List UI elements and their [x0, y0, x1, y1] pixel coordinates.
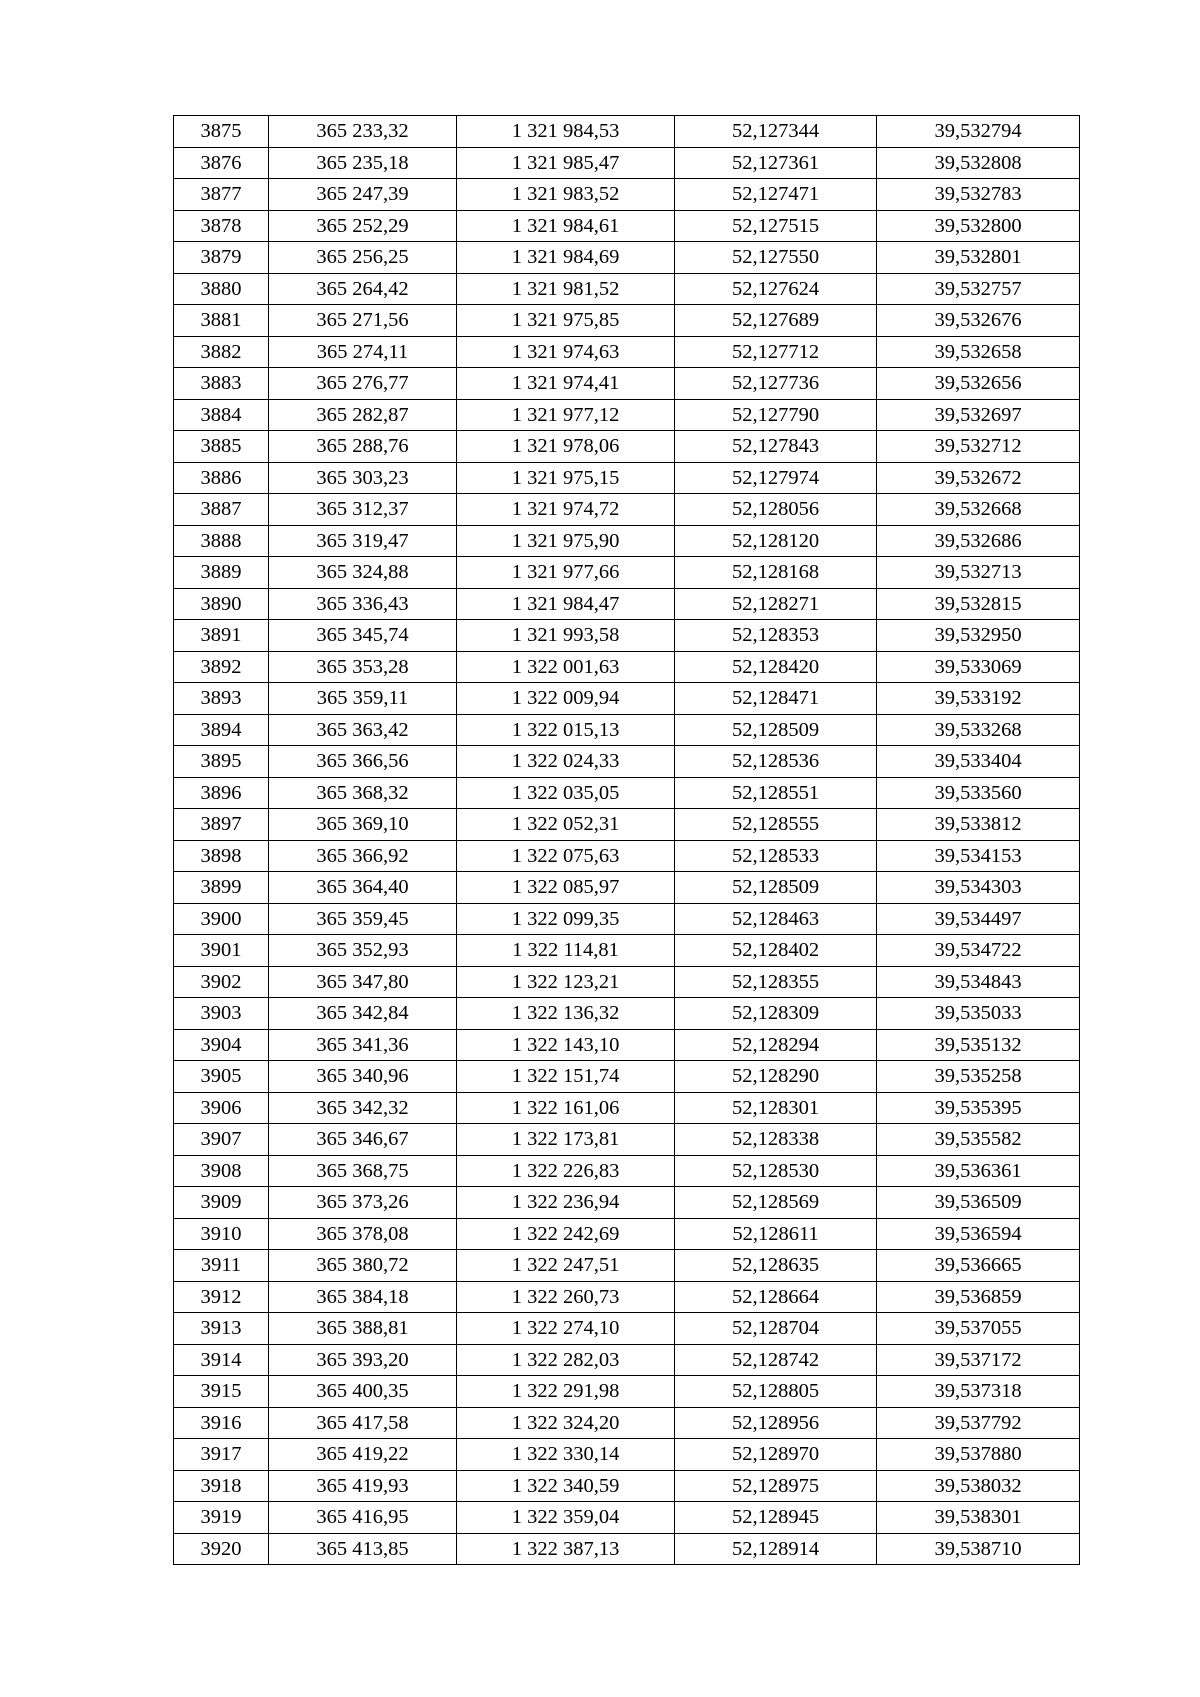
- x-coordinate-cell: 365 368,75: [269, 1155, 457, 1187]
- y-coordinate-cell: 1 322 260,73: [457, 1281, 675, 1313]
- longitude-cell: 39,533069: [877, 651, 1080, 683]
- x-coordinate-cell: 365 368,32: [269, 777, 457, 809]
- table-row: [174, 1124, 1080, 1156]
- longitude-cell: 39,532697: [877, 399, 1080, 431]
- latitude-cell: 52,128956: [675, 1407, 877, 1439]
- table-row: [174, 494, 1080, 526]
- longitude-cell: 39,535258: [877, 1061, 1080, 1093]
- x-coordinate-cell: 365 366,92: [269, 840, 457, 872]
- x-coordinate-cell: 365 353,28: [269, 651, 457, 683]
- latitude-cell: 52,127624: [675, 273, 877, 305]
- y-coordinate-cell: 1 322 242,69: [457, 1218, 675, 1250]
- x-coordinate-cell: 365 319,47: [269, 525, 457, 557]
- y-coordinate-cell: 1 321 975,15: [457, 462, 675, 494]
- table-row: [174, 651, 1080, 683]
- x-coordinate-cell: 365 359,45: [269, 903, 457, 935]
- x-coordinate-cell: 365 274,11: [269, 336, 457, 368]
- longitude-cell: 39,535132: [877, 1029, 1080, 1061]
- point-number-cell: 3883: [174, 368, 269, 400]
- y-coordinate-cell: 1 322 035,05: [457, 777, 675, 809]
- longitude-cell: 39,534722: [877, 935, 1080, 967]
- latitude-cell: 52,127344: [675, 116, 877, 148]
- longitude-cell: 39,533268: [877, 714, 1080, 746]
- y-coordinate-cell: 1 321 974,41: [457, 368, 675, 400]
- y-coordinate-cell: 1 321 984,69: [457, 242, 675, 274]
- y-coordinate-cell: 1 321 984,53: [457, 116, 675, 148]
- y-coordinate-cell: 1 322 015,13: [457, 714, 675, 746]
- y-coordinate-cell: 1 322 282,03: [457, 1344, 675, 1376]
- latitude-cell: 52,128805: [675, 1376, 877, 1408]
- point-number-cell: 3897: [174, 809, 269, 841]
- longitude-cell: 39,537172: [877, 1344, 1080, 1376]
- table-row: [174, 368, 1080, 400]
- table-row: [174, 620, 1080, 652]
- longitude-cell: 39,532712: [877, 431, 1080, 463]
- x-coordinate-cell: 365 346,67: [269, 1124, 457, 1156]
- longitude-cell: 39,532686: [877, 525, 1080, 557]
- longitude-cell: 39,532815: [877, 588, 1080, 620]
- y-coordinate-cell: 1 322 340,59: [457, 1470, 675, 1502]
- x-coordinate-cell: 365 342,84: [269, 998, 457, 1030]
- latitude-cell: 52,127736: [675, 368, 877, 400]
- y-coordinate-cell: 1 322 151,74: [457, 1061, 675, 1093]
- x-coordinate-cell: 365 276,77: [269, 368, 457, 400]
- latitude-cell: 52,128509: [675, 872, 877, 904]
- longitude-cell: 39,532800: [877, 210, 1080, 242]
- latitude-cell: 52,127550: [675, 242, 877, 274]
- x-coordinate-cell: 365 256,25: [269, 242, 457, 274]
- x-coordinate-cell: 365 400,35: [269, 1376, 457, 1408]
- longitude-cell: 39,534153: [877, 840, 1080, 872]
- point-number-cell: 3896: [174, 777, 269, 809]
- y-coordinate-cell: 1 321 983,52: [457, 179, 675, 211]
- table-row: [174, 1344, 1080, 1376]
- latitude-cell: 52,128294: [675, 1029, 877, 1061]
- point-number-cell: 3914: [174, 1344, 269, 1376]
- x-coordinate-cell: 365 312,37: [269, 494, 457, 526]
- y-coordinate-cell: 1 321 977,12: [457, 399, 675, 431]
- latitude-cell: 52,128056: [675, 494, 877, 526]
- y-coordinate-cell: 1 322 226,83: [457, 1155, 675, 1187]
- latitude-cell: 52,128569: [675, 1187, 877, 1219]
- point-number-cell: 3876: [174, 147, 269, 179]
- y-coordinate-cell: 1 322 143,10: [457, 1029, 675, 1061]
- coordinates-table-body: [174, 116, 1080, 1565]
- x-coordinate-cell: 365 388,81: [269, 1313, 457, 1345]
- latitude-cell: 52,128635: [675, 1250, 877, 1282]
- x-coordinate-cell: 365 288,76: [269, 431, 457, 463]
- table-row: [174, 588, 1080, 620]
- latitude-cell: 52,128471: [675, 683, 877, 715]
- x-coordinate-cell: 365 384,18: [269, 1281, 457, 1313]
- table-row: [174, 1439, 1080, 1471]
- point-number-cell: 3882: [174, 336, 269, 368]
- y-coordinate-cell: 1 322 009,94: [457, 683, 675, 715]
- latitude-cell: 52,128120: [675, 525, 877, 557]
- x-coordinate-cell: 365 264,42: [269, 273, 457, 305]
- point-number-cell: 3888: [174, 525, 269, 557]
- latitude-cell: 52,128402: [675, 935, 877, 967]
- table-row: [174, 273, 1080, 305]
- longitude-cell: 39,532668: [877, 494, 1080, 526]
- longitude-cell: 39,537880: [877, 1439, 1080, 1471]
- longitude-cell: 39,538710: [877, 1533, 1080, 1565]
- table-row: [174, 1533, 1080, 1565]
- latitude-cell: 52,128309: [675, 998, 877, 1030]
- x-coordinate-cell: 365 413,85: [269, 1533, 457, 1565]
- table-row: [174, 809, 1080, 841]
- y-coordinate-cell: 1 322 001,63: [457, 651, 675, 683]
- longitude-cell: 39,538032: [877, 1470, 1080, 1502]
- longitude-cell: 39,533560: [877, 777, 1080, 809]
- x-coordinate-cell: 365 345,74: [269, 620, 457, 652]
- point-number-cell: 3894: [174, 714, 269, 746]
- x-coordinate-cell: 365 364,40: [269, 872, 457, 904]
- point-number-cell: 3877: [174, 179, 269, 211]
- point-number-cell: 3916: [174, 1407, 269, 1439]
- point-number-cell: 3885: [174, 431, 269, 463]
- latitude-cell: 52,128301: [675, 1092, 877, 1124]
- longitude-cell: 39,532801: [877, 242, 1080, 274]
- x-coordinate-cell: 365 282,87: [269, 399, 457, 431]
- y-coordinate-cell: 1 322 099,35: [457, 903, 675, 935]
- point-number-cell: 3891: [174, 620, 269, 652]
- x-coordinate-cell: 365 342,32: [269, 1092, 457, 1124]
- longitude-cell: 39,534497: [877, 903, 1080, 935]
- x-coordinate-cell: 365 419,22: [269, 1439, 457, 1471]
- point-number-cell: 3889: [174, 557, 269, 589]
- longitude-cell: 39,532808: [877, 147, 1080, 179]
- point-number-cell: 3919: [174, 1502, 269, 1534]
- table-row: [174, 935, 1080, 967]
- y-coordinate-cell: 1 321 978,06: [457, 431, 675, 463]
- latitude-cell: 52,127471: [675, 179, 877, 211]
- longitude-cell: 39,533192: [877, 683, 1080, 715]
- point-number-cell: 3893: [174, 683, 269, 715]
- point-number-cell: 3878: [174, 210, 269, 242]
- longitude-cell: 39,532676: [877, 305, 1080, 337]
- point-number-cell: 3887: [174, 494, 269, 526]
- latitude-cell: 52,128353: [675, 620, 877, 652]
- x-coordinate-cell: 365 416,95: [269, 1502, 457, 1534]
- table-row: [174, 116, 1080, 148]
- table-row: [174, 1155, 1080, 1187]
- point-number-cell: 3907: [174, 1124, 269, 1156]
- latitude-cell: 52,128970: [675, 1439, 877, 1471]
- latitude-cell: 52,128271: [675, 588, 877, 620]
- point-number-cell: 3898: [174, 840, 269, 872]
- longitude-cell: 39,533404: [877, 746, 1080, 778]
- longitude-cell: 39,536859: [877, 1281, 1080, 1313]
- table-row: [174, 903, 1080, 935]
- x-coordinate-cell: 365 347,80: [269, 966, 457, 998]
- y-coordinate-cell: 1 322 330,14: [457, 1439, 675, 1471]
- table-row: [174, 840, 1080, 872]
- x-coordinate-cell: 365 417,58: [269, 1407, 457, 1439]
- latitude-cell: 52,128914: [675, 1533, 877, 1565]
- table-row: [174, 1281, 1080, 1313]
- y-coordinate-cell: 1 321 975,85: [457, 305, 675, 337]
- y-coordinate-cell: 1 322 161,06: [457, 1092, 675, 1124]
- x-coordinate-cell: 365 233,32: [269, 116, 457, 148]
- longitude-cell: 39,534843: [877, 966, 1080, 998]
- table-row: [174, 1187, 1080, 1219]
- point-number-cell: 3913: [174, 1313, 269, 1345]
- y-coordinate-cell: 1 322 075,63: [457, 840, 675, 872]
- point-number-cell: 3880: [174, 273, 269, 305]
- point-number-cell: 3881: [174, 305, 269, 337]
- y-coordinate-cell: 1 322 291,98: [457, 1376, 675, 1408]
- x-coordinate-cell: 365 340,96: [269, 1061, 457, 1093]
- longitude-cell: 39,536665: [877, 1250, 1080, 1282]
- point-number-cell: 3903: [174, 998, 269, 1030]
- longitude-cell: 39,532658: [877, 336, 1080, 368]
- latitude-cell: 52,128945: [675, 1502, 877, 1534]
- point-number-cell: 3884: [174, 399, 269, 431]
- y-coordinate-cell: 1 322 247,51: [457, 1250, 675, 1282]
- point-number-cell: 3912: [174, 1281, 269, 1313]
- table-row: [174, 1313, 1080, 1345]
- point-number-cell: 3904: [174, 1029, 269, 1061]
- latitude-cell: 52,128704: [675, 1313, 877, 1345]
- table-row: [174, 179, 1080, 211]
- longitude-cell: 39,538301: [877, 1502, 1080, 1534]
- latitude-cell: 52,128509: [675, 714, 877, 746]
- point-number-cell: 3900: [174, 903, 269, 935]
- y-coordinate-cell: 1 322 274,10: [457, 1313, 675, 1345]
- longitude-cell: 39,535395: [877, 1092, 1080, 1124]
- latitude-cell: 52,128463: [675, 903, 877, 935]
- y-coordinate-cell: 1 321 974,63: [457, 336, 675, 368]
- longitude-cell: 39,537792: [877, 1407, 1080, 1439]
- latitude-cell: 52,128536: [675, 746, 877, 778]
- x-coordinate-cell: 365 235,18: [269, 147, 457, 179]
- table-row: [174, 1218, 1080, 1250]
- point-number-cell: 3879: [174, 242, 269, 274]
- x-coordinate-cell: 365 378,08: [269, 1218, 457, 1250]
- point-number-cell: 3920: [174, 1533, 269, 1565]
- table-row: [174, 431, 1080, 463]
- x-coordinate-cell: 365 366,56: [269, 746, 457, 778]
- point-number-cell: 3906: [174, 1092, 269, 1124]
- y-coordinate-cell: 1 321 977,66: [457, 557, 675, 589]
- latitude-cell: 52,128551: [675, 777, 877, 809]
- x-coordinate-cell: 365 369,10: [269, 809, 457, 841]
- y-coordinate-cell: 1 322 123,21: [457, 966, 675, 998]
- point-number-cell: 3892: [174, 651, 269, 683]
- x-coordinate-cell: 365 324,88: [269, 557, 457, 589]
- longitude-cell: 39,536594: [877, 1218, 1080, 1250]
- x-coordinate-cell: 365 336,43: [269, 588, 457, 620]
- longitude-cell: 39,537055: [877, 1313, 1080, 1345]
- latitude-cell: 52,127515: [675, 210, 877, 242]
- table-row: [174, 1029, 1080, 1061]
- longitude-cell: 39,534303: [877, 872, 1080, 904]
- y-coordinate-cell: 1 321 984,61: [457, 210, 675, 242]
- coordinates-table: [173, 115, 1080, 1565]
- y-coordinate-cell: 1 322 052,31: [457, 809, 675, 841]
- y-coordinate-cell: 1 322 114,81: [457, 935, 675, 967]
- x-coordinate-cell: 365 393,20: [269, 1344, 457, 1376]
- latitude-cell: 52,128664: [675, 1281, 877, 1313]
- longitude-cell: 39,537318: [877, 1376, 1080, 1408]
- y-coordinate-cell: 1 321 981,52: [457, 273, 675, 305]
- latitude-cell: 52,127361: [675, 147, 877, 179]
- x-coordinate-cell: 365 252,29: [269, 210, 457, 242]
- y-coordinate-cell: 1 321 993,58: [457, 620, 675, 652]
- point-number-cell: 3899: [174, 872, 269, 904]
- table-row: [174, 998, 1080, 1030]
- table-row: [174, 1061, 1080, 1093]
- table-row: [174, 1407, 1080, 1439]
- longitude-cell: 39,532757: [877, 273, 1080, 305]
- point-number-cell: 3886: [174, 462, 269, 494]
- table-row: [174, 714, 1080, 746]
- latitude-cell: 52,127790: [675, 399, 877, 431]
- latitude-cell: 52,128530: [675, 1155, 877, 1187]
- point-number-cell: 3905: [174, 1061, 269, 1093]
- table-row: [174, 777, 1080, 809]
- point-number-cell: 3915: [174, 1376, 269, 1408]
- table-row: [174, 966, 1080, 998]
- latitude-cell: 52,128555: [675, 809, 877, 841]
- point-number-cell: 3910: [174, 1218, 269, 1250]
- longitude-cell: 39,533812: [877, 809, 1080, 841]
- x-coordinate-cell: 365 303,23: [269, 462, 457, 494]
- latitude-cell: 52,128355: [675, 966, 877, 998]
- x-coordinate-cell: 365 271,56: [269, 305, 457, 337]
- table-row: [174, 1502, 1080, 1534]
- point-number-cell: 3917: [174, 1439, 269, 1471]
- table-row: [174, 746, 1080, 778]
- table-row: [174, 305, 1080, 337]
- y-coordinate-cell: 1 321 985,47: [457, 147, 675, 179]
- point-number-cell: 3902: [174, 966, 269, 998]
- latitude-cell: 52,128290: [675, 1061, 877, 1093]
- table-row: [174, 242, 1080, 274]
- longitude-cell: 39,535582: [877, 1124, 1080, 1156]
- table-row: [174, 872, 1080, 904]
- y-coordinate-cell: 1 322 359,04: [457, 1502, 675, 1534]
- x-coordinate-cell: 365 419,93: [269, 1470, 457, 1502]
- table-row: [174, 1092, 1080, 1124]
- longitude-cell: 39,532656: [877, 368, 1080, 400]
- y-coordinate-cell: 1 322 387,13: [457, 1533, 675, 1565]
- longitude-cell: 39,532794: [877, 116, 1080, 148]
- longitude-cell: 39,532950: [877, 620, 1080, 652]
- y-coordinate-cell: 1 322 024,33: [457, 746, 675, 778]
- latitude-cell: 52,128742: [675, 1344, 877, 1376]
- table-row: [174, 1470, 1080, 1502]
- latitude-cell: 52,128168: [675, 557, 877, 589]
- longitude-cell: 39,535033: [877, 998, 1080, 1030]
- table-row: [174, 336, 1080, 368]
- point-number-cell: 3909: [174, 1187, 269, 1219]
- table-row: [174, 399, 1080, 431]
- y-coordinate-cell: 1 322 236,94: [457, 1187, 675, 1219]
- table-row: [174, 462, 1080, 494]
- longitude-cell: 39,532783: [877, 179, 1080, 211]
- y-coordinate-cell: 1 321 974,72: [457, 494, 675, 526]
- table-row: [174, 683, 1080, 715]
- latitude-cell: 52,128533: [675, 840, 877, 872]
- x-coordinate-cell: 365 352,93: [269, 935, 457, 967]
- latitude-cell: 52,127689: [675, 305, 877, 337]
- longitude-cell: 39,532713: [877, 557, 1080, 589]
- latitude-cell: 52,127712: [675, 336, 877, 368]
- y-coordinate-cell: 1 322 085,97: [457, 872, 675, 904]
- point-number-cell: 3918: [174, 1470, 269, 1502]
- latitude-cell: 52,128338: [675, 1124, 877, 1156]
- x-coordinate-cell: 365 341,36: [269, 1029, 457, 1061]
- latitude-cell: 52,127974: [675, 462, 877, 494]
- point-number-cell: 3911: [174, 1250, 269, 1282]
- point-number-cell: 3875: [174, 116, 269, 148]
- y-coordinate-cell: 1 321 975,90: [457, 525, 675, 557]
- y-coordinate-cell: 1 322 173,81: [457, 1124, 675, 1156]
- latitude-cell: 52,128611: [675, 1218, 877, 1250]
- x-coordinate-cell: 365 247,39: [269, 179, 457, 211]
- x-coordinate-cell: 365 373,26: [269, 1187, 457, 1219]
- y-coordinate-cell: 1 322 136,32: [457, 998, 675, 1030]
- longitude-cell: 39,536361: [877, 1155, 1080, 1187]
- point-number-cell: 3908: [174, 1155, 269, 1187]
- x-coordinate-cell: 365 380,72: [269, 1250, 457, 1282]
- y-coordinate-cell: 1 321 984,47: [457, 588, 675, 620]
- y-coordinate-cell: 1 322 324,20: [457, 1407, 675, 1439]
- point-number-cell: 3895: [174, 746, 269, 778]
- table-row: [174, 1376, 1080, 1408]
- latitude-cell: 52,128420: [675, 651, 877, 683]
- table-row: [174, 210, 1080, 242]
- latitude-cell: 52,127843: [675, 431, 877, 463]
- latitude-cell: 52,128975: [675, 1470, 877, 1502]
- table-row: [174, 525, 1080, 557]
- point-number-cell: 3901: [174, 935, 269, 967]
- table-row: [174, 557, 1080, 589]
- point-number-cell: 3890: [174, 588, 269, 620]
- table-row: [174, 147, 1080, 179]
- longitude-cell: 39,536509: [877, 1187, 1080, 1219]
- x-coordinate-cell: 365 359,11: [269, 683, 457, 715]
- x-coordinate-cell: 365 363,42: [269, 714, 457, 746]
- table-row: [174, 1250, 1080, 1282]
- longitude-cell: 39,532672: [877, 462, 1080, 494]
